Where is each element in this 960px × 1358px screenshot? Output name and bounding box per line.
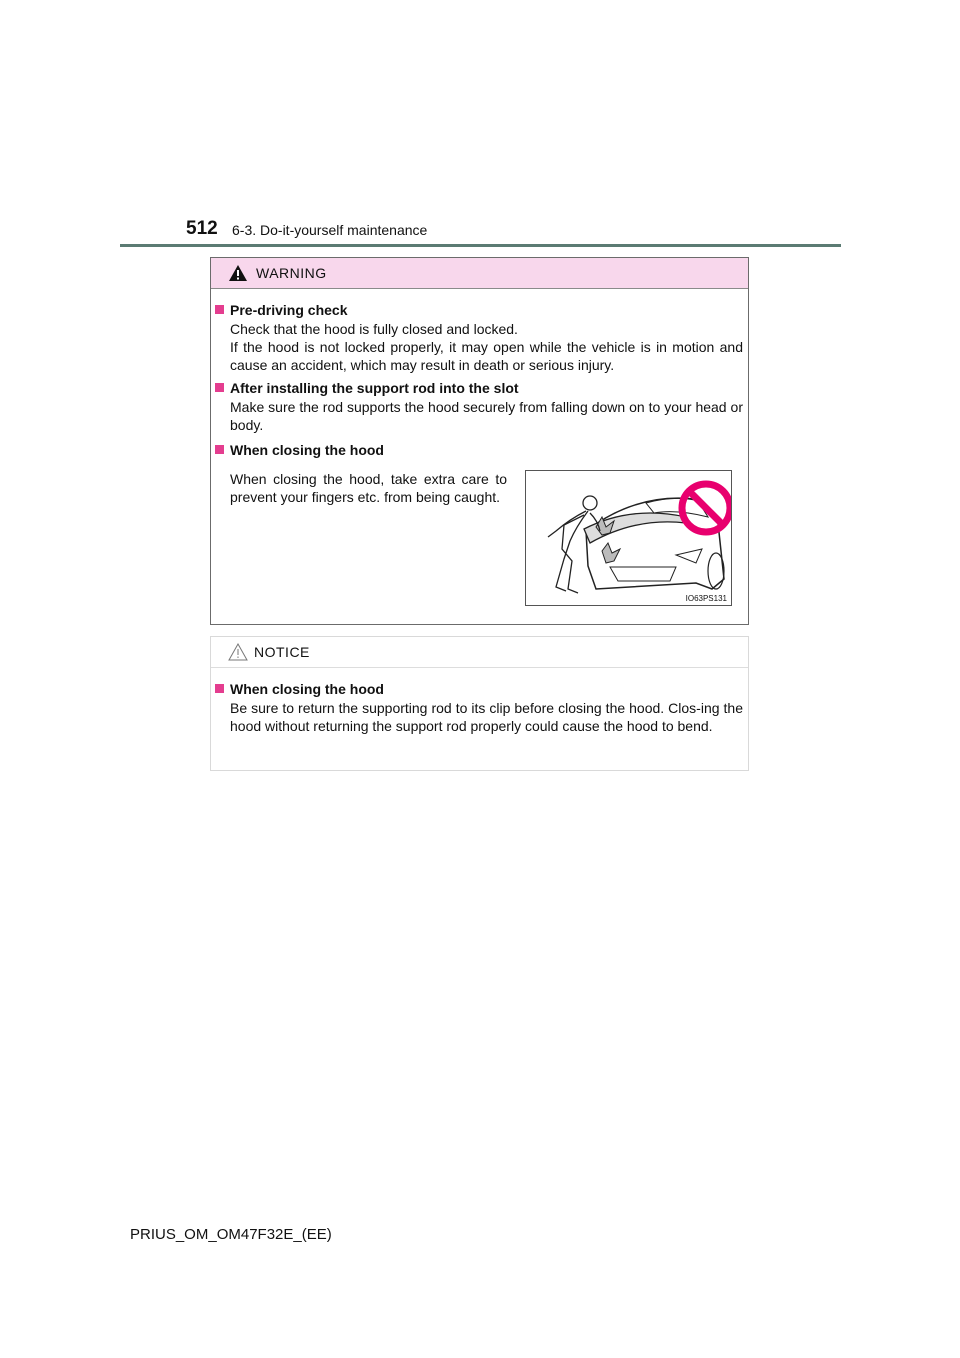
item-title-text: After installing the support rod into the slot xyxy=(230,380,519,396)
hood-closing-illustration xyxy=(525,470,732,606)
warning-triangle-icon xyxy=(228,264,248,282)
figure-code: IO63PS131 xyxy=(685,594,727,603)
warning-box xyxy=(210,257,749,625)
warning-label: WARNING xyxy=(256,265,327,281)
notice-triangle-icon xyxy=(228,643,248,661)
item-body: Make sure the rod supports the hood securely from falling down on to your head or body. xyxy=(230,399,743,433)
warning-item-support-rod xyxy=(215,378,743,434)
item-title xyxy=(215,300,743,320)
notice-box xyxy=(210,636,749,771)
item-title xyxy=(215,440,743,460)
item-title-text: Pre-driving check xyxy=(230,302,348,318)
item-title xyxy=(215,378,743,398)
notice-label: NOTICE xyxy=(254,644,310,660)
notice-item-closing-hood xyxy=(215,679,743,735)
warning-item-closing-hood xyxy=(215,440,743,460)
item-body: Be sure to return the supporting rod to its clip before closing the hood. Clos-ing the hood without returning the support rod properly could cause the hood to bend. xyxy=(230,700,743,734)
square-bullet-icon xyxy=(215,684,224,693)
square-bullet-icon xyxy=(215,383,224,392)
item-body: When closing the hood, take extra care to prevent your fingers etc. from being caught. xyxy=(230,471,507,505)
square-bullet-icon xyxy=(215,445,224,454)
item-title xyxy=(215,679,743,699)
item-title-text: When closing the hood xyxy=(230,681,384,697)
square-bullet-icon xyxy=(215,305,224,314)
item-body: Check that the hood is fully closed and locked. If the hood is not locked properly, it may open while the vehicle is in motion and cause an accident, which may result in death or serious injury. xyxy=(230,321,743,373)
warning-header xyxy=(211,258,748,289)
document-id-footer: PRIUS_OM_OM47F32E_(EE) xyxy=(130,1226,332,1243)
page-number: 512 xyxy=(186,218,218,239)
item-title-text: When closing the hood xyxy=(230,442,384,458)
notice-header xyxy=(211,637,748,668)
header-rule xyxy=(120,244,841,247)
car-hood-pinch-illustration xyxy=(526,471,731,605)
section-title: 6-3. Do-it-yourself maintenance xyxy=(232,222,428,238)
warning-item-pre-driving xyxy=(215,300,743,374)
